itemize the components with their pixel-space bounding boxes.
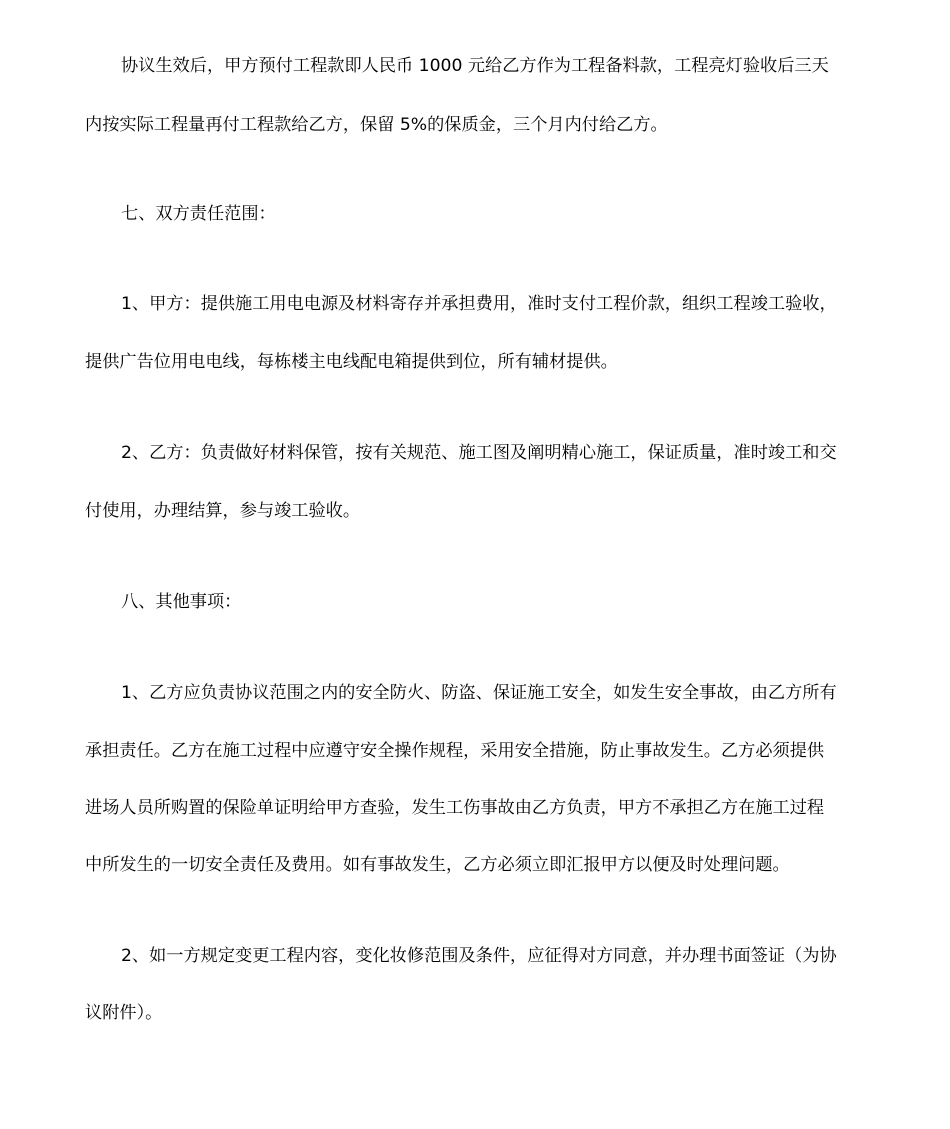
party-a-clause-line-2: 提供广告位用电电线，每栋楼主电线配电箱提供到位，所有辅材提供。 [85, 352, 618, 372]
payment-paragraph-line-1: 协议生效后，甲方预付工程款即人民币 1000 元给乙方作为工程备料款，工程亮灯验收后三天 [121, 56, 829, 76]
other-item-1-line-4: 中所发生的一切安全责任及费用。如有事故发生，乙方必须立即汇报甲方以便及时处理问题。 [85, 855, 790, 875]
other-item-1-line-2: 承担责任。乙方在施工过程中应遵守安全操作规程，采用安全措施，防止事故发生。乙方必须提供 [85, 741, 825, 761]
other-item-1-line-3: 进场人员所购置的保险单证明给甲方查验，发生工伤事故由乙方负责，甲方不承担乙方在施工过程 [85, 798, 825, 818]
other-item-2-line-1: 2、如一方规定变更工程内容，变化妆修范围及条件，应征得对方同意，并办理书面签证（为协 [121, 946, 837, 966]
party-a-clause-line-1: 1、甲方：提供施工用电电源及材料寄存并承担费用，准时支付工程价款，组织工程竣工验收， [121, 294, 837, 314]
section-heading-responsibilities: 七、双方责任范围： [121, 204, 276, 224]
party-b-clause-line-2: 付使用，办理结算，参与竣工验收。 [85, 501, 361, 521]
payment-paragraph-line-2: 内按实际工程量再付工程款给乙方，保留 5%的保质金，三个月内付给乙方。 [85, 115, 668, 135]
section-heading-other-matters: 八、其他事项： [121, 592, 242, 612]
party-b-clause-line-1: 2、乙方：负责做好材料保管，按有关规范、施工图及阐明精心施工，保证质量，准时竣工和交 [121, 443, 837, 463]
other-item-1-line-1: 1、乙方应负责协议范围之内的安全防火、防盗、保证施工安全，如发生安全事故，由乙方所有 [121, 683, 837, 703]
other-item-2-line-2: 议附件）。 [85, 1003, 163, 1023]
